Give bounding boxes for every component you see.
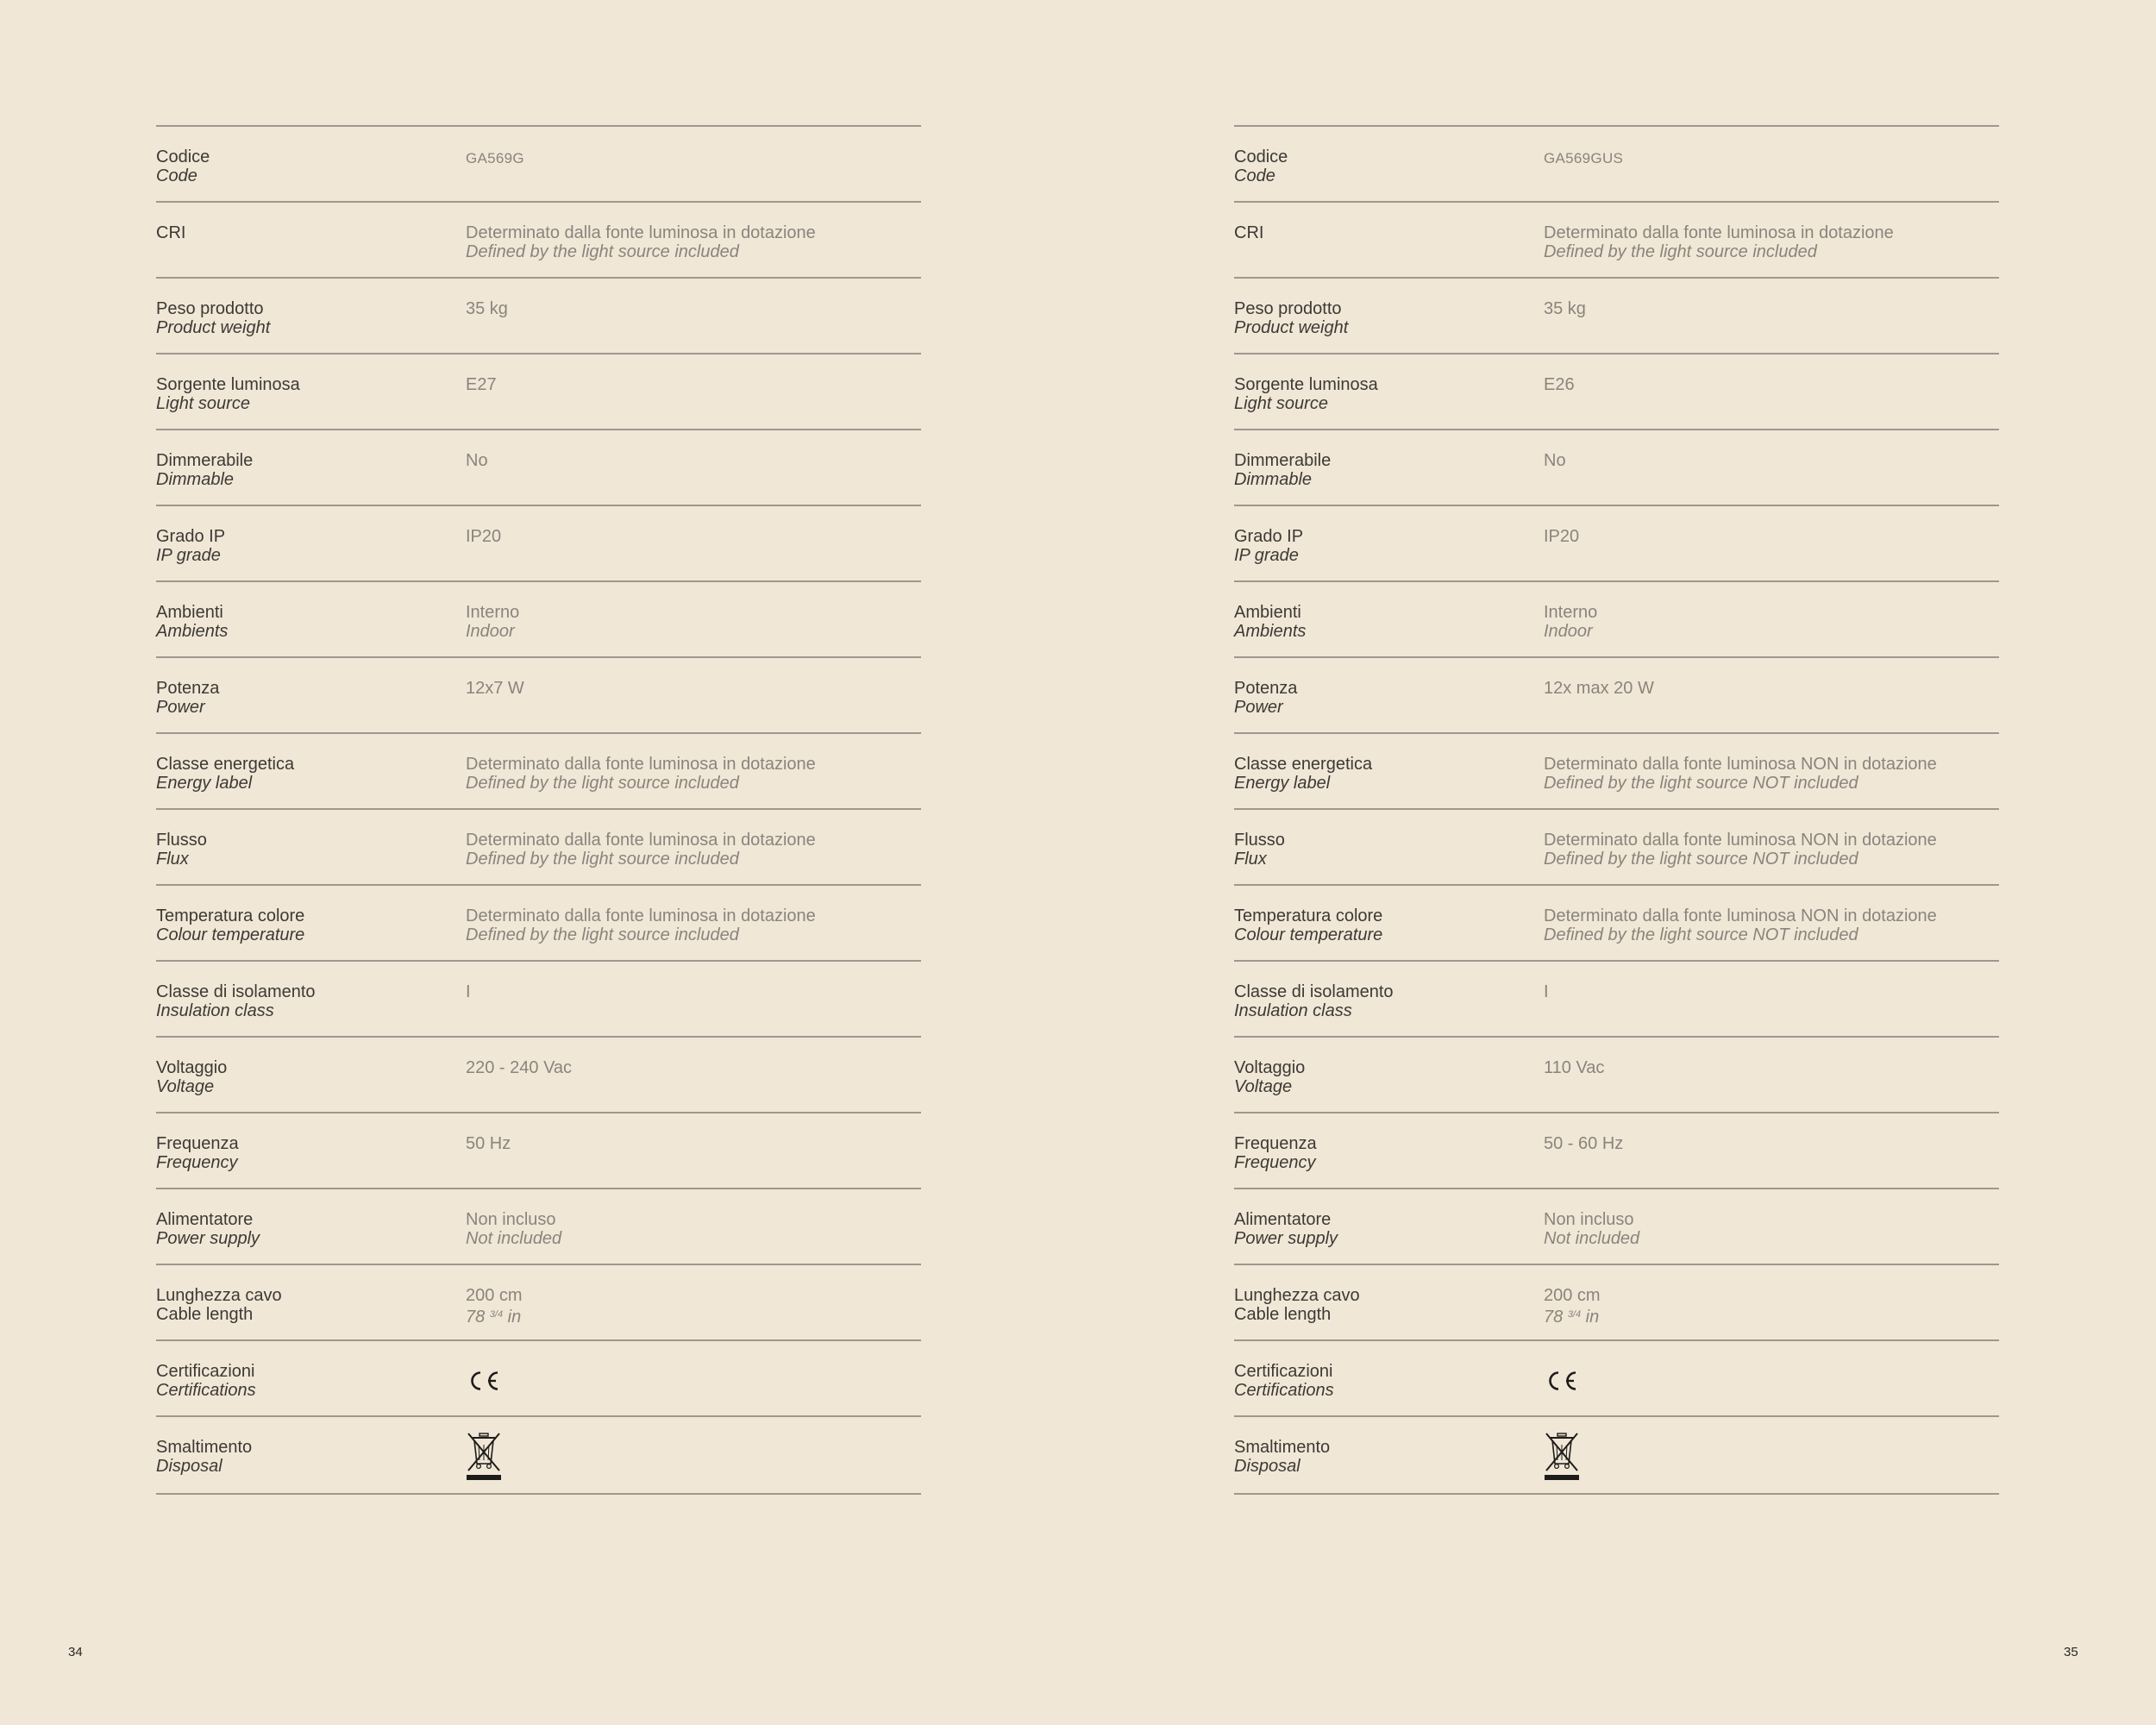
label-english: Insulation class	[1234, 1001, 1352, 1020]
row-voltage	[1234, 1038, 1999, 1113]
value-text: IP20	[466, 527, 502, 546]
row-flux	[1234, 810, 1999, 886]
row-value	[466, 527, 914, 546]
value-text: I	[466, 982, 471, 1001]
label-english: Code	[1234, 166, 1275, 185]
row-label	[1234, 451, 1527, 489]
value-text: 35 kg	[1544, 299, 1586, 318]
row-value	[1544, 375, 1992, 394]
label-italian: Ambienti	[1234, 603, 1301, 622]
row-label	[1234, 1438, 1527, 1476]
row-value	[1544, 679, 1992, 698]
label-english: Colour temperature	[156, 925, 305, 944]
row-value	[1544, 755, 1992, 793]
page-number-right: 35	[2064, 1645, 2078, 1659]
value-text: 110 Vac	[1544, 1058, 1605, 1077]
value-italian: Interno	[1544, 603, 1598, 622]
row-value	[466, 451, 914, 470]
weee-bin-icon	[1543, 1431, 1581, 1487]
row-certifications	[1234, 1341, 1999, 1417]
row-label	[156, 223, 449, 242]
weee-bin-icon	[465, 1431, 503, 1487]
row-value	[1544, 1286, 1992, 1327]
label-italian: Peso prodotto	[1234, 299, 1342, 318]
label-italian: Frequenza	[156, 1134, 239, 1153]
value-english: Defined by the light source NOT included	[1544, 925, 1858, 944]
row-value	[1544, 831, 1992, 869]
value-english: Defined by the light source included	[466, 242, 739, 261]
label-english: Certifications	[1234, 1381, 1334, 1400]
row-power	[1234, 658, 1999, 734]
value-english: Defined by the light source included	[466, 925, 739, 944]
label-italian: Codice	[156, 147, 210, 166]
label-english: Product weight	[1234, 318, 1349, 337]
ce-mark-icon	[1544, 1369, 1580, 1397]
value-english: Indoor	[1544, 622, 1593, 641]
label-english: Energy label	[156, 774, 253, 793]
row-value	[466, 149, 914, 168]
row-value	[466, 299, 914, 318]
label-italian: Grado IP	[156, 527, 226, 546]
label-italian: Alimentatore	[1234, 1210, 1332, 1229]
value-text: 220 - 240 Vac	[466, 1058, 573, 1077]
row-label	[156, 1362, 449, 1400]
label-english: Disposal	[156, 1457, 222, 1476]
label-italian: Sorgente luminosa	[1234, 375, 1378, 394]
row-value	[466, 755, 914, 793]
inches-fraction: 3/4	[1567, 1309, 1582, 1320]
row-label	[1234, 1210, 1527, 1248]
row-label	[156, 982, 449, 1020]
label-italian: Classe energetica	[1234, 755, 1373, 774]
row-cri	[156, 203, 921, 279]
label-english: Power supply	[156, 1229, 260, 1248]
row-value	[1544, 603, 1992, 641]
row-label	[156, 527, 449, 565]
label-italian: Peso prodotto	[156, 299, 264, 318]
page-number-left: 34	[68, 1645, 83, 1659]
row-dimmable	[156, 430, 921, 506]
row-value	[1544, 1210, 1992, 1248]
label-italian: Potenza	[1234, 679, 1298, 698]
label-english: IP grade	[1234, 546, 1299, 565]
label-english: Frequency	[156, 1153, 238, 1172]
row-dimmable	[1234, 430, 1999, 506]
label-english: Light source	[156, 394, 250, 413]
row-label	[1234, 1286, 1527, 1324]
row-value	[1544, 1058, 1992, 1077]
row-label	[1234, 982, 1527, 1020]
label-italian: Dimmerabile	[1234, 451, 1332, 470]
row-voltage	[156, 1038, 921, 1113]
row-label	[156, 1134, 449, 1172]
row-value	[466, 603, 914, 641]
product-code: GA569GUS	[1544, 150, 1624, 166]
value-italian: Determinato dalla fonte luminosa in dotazione	[466, 755, 816, 774]
value-text: No	[1544, 451, 1566, 470]
row-energy-label	[156, 734, 921, 810]
value-inches	[466, 1305, 914, 1327]
value-text: 35 kg	[466, 299, 508, 318]
value-italian: Determinato dalla fonte luminosa in dotazione	[466, 831, 816, 850]
label-italian: CRI	[156, 223, 186, 242]
product-code: GA569G	[466, 150, 524, 166]
row-insulation-class	[156, 962, 921, 1038]
row-label	[156, 1210, 449, 1248]
label-italian: Flusso	[1234, 831, 1285, 850]
value-italian: Non incluso	[1544, 1210, 1634, 1229]
row-insulation-class	[1234, 962, 1999, 1038]
label-english: Code	[156, 166, 197, 185]
row-value	[1544, 451, 1992, 470]
row-disposal	[156, 1417, 921, 1495]
row-cable-length	[156, 1265, 921, 1341]
row-label	[156, 831, 449, 869]
value-italian: Determinato dalla fonte luminosa NON in dotazione	[1544, 906, 1937, 925]
row-label	[156, 679, 449, 717]
label-english: Voltage	[156, 1077, 215, 1096]
row-label	[1234, 906, 1527, 944]
value-italian: Determinato dalla fonte luminosa in dotazione	[466, 223, 816, 242]
label-italian: Temperatura colore	[1234, 906, 1383, 925]
row-label	[156, 755, 449, 793]
row-value	[1544, 223, 1992, 261]
label-italian: Grado IP	[1234, 527, 1304, 546]
row-value	[466, 831, 914, 869]
label-english: Flux	[1234, 850, 1267, 869]
label-english: Insulation class	[156, 1001, 274, 1020]
value-text: E26	[1544, 375, 1575, 394]
label-italian: Certificazioni	[156, 1362, 255, 1381]
label-italian: Temperatura colore	[156, 906, 305, 925]
label-italian: Flusso	[156, 831, 207, 850]
inches-unit: in	[507, 1308, 522, 1327]
row-ip-grade	[156, 506, 921, 582]
inches-unit: in	[1585, 1308, 1600, 1327]
value-english: Indoor	[466, 622, 515, 641]
inches-fraction: 3/4	[489, 1309, 504, 1320]
label-english: Cable length	[1234, 1305, 1332, 1324]
row-value	[1544, 906, 1992, 944]
row-value	[466, 906, 914, 944]
row-value	[466, 1058, 914, 1077]
row-label	[1234, 1362, 1527, 1400]
row-code	[1234, 127, 1999, 203]
label-english: Disposal	[1234, 1457, 1300, 1476]
row-value	[1544, 299, 1992, 318]
row-ip-grade	[1234, 506, 1999, 582]
row-label	[1234, 679, 1527, 717]
row-label	[1234, 831, 1527, 869]
row-weight	[1234, 279, 1999, 354]
row-value	[466, 1210, 914, 1248]
row-cable-length	[1234, 1265, 1999, 1341]
row-light-source	[156, 354, 921, 430]
row-label	[1234, 223, 1527, 242]
label-english: Energy label	[1234, 774, 1331, 793]
value-cm: 200 cm	[466, 1286, 523, 1305]
value-italian: Interno	[466, 603, 520, 622]
row-label	[1234, 1058, 1527, 1096]
label-english: Cable length	[156, 1305, 254, 1324]
value-text: IP20	[1544, 527, 1580, 546]
label-italian: Classe energetica	[156, 755, 295, 774]
row-value	[466, 1134, 914, 1153]
value-italian: Determinato dalla fonte luminosa NON in dotazione	[1544, 831, 1937, 850]
row-cri	[1234, 203, 1999, 279]
row-ambients	[156, 582, 921, 658]
label-english: Ambients	[1234, 622, 1307, 641]
value-italian: Determinato dalla fonte luminosa in dotazione	[466, 906, 816, 925]
spec-table-left	[156, 125, 921, 1495]
label-italian: Classe di isolamento	[1234, 982, 1394, 1001]
spec-table-right	[1234, 125, 1999, 1495]
row-value	[1544, 982, 1992, 1001]
label-italian: Classe di isolamento	[156, 982, 316, 1001]
label-italian: Lunghezza cavo	[1234, 1286, 1360, 1305]
label-english: Light source	[1234, 394, 1328, 413]
inches-whole: 78	[1544, 1308, 1564, 1327]
row-label	[156, 906, 449, 944]
label-english: Power	[1234, 698, 1283, 717]
row-label	[1234, 603, 1527, 641]
value-text: E27	[466, 375, 497, 394]
value-cm: 200 cm	[1544, 1286, 1601, 1305]
value-text: No	[466, 451, 488, 470]
row-colour-temperature	[1234, 886, 1999, 962]
row-label	[156, 603, 449, 641]
row-label	[156, 147, 449, 185]
label-italian: Voltaggio	[156, 1058, 228, 1077]
row-disposal	[1234, 1417, 1999, 1495]
row-value	[466, 375, 914, 394]
row-label	[156, 375, 449, 413]
row-value	[466, 982, 914, 1001]
value-english: Defined by the light source included	[466, 774, 739, 793]
label-italian: Certificazioni	[1234, 1362, 1333, 1381]
label-italian: Smaltimento	[1234, 1438, 1331, 1457]
label-english: Product weight	[156, 318, 271, 337]
row-frequency	[156, 1113, 921, 1189]
value-text: 50 Hz	[466, 1134, 511, 1153]
label-english: Colour temperature	[1234, 925, 1383, 944]
row-energy-label	[1234, 734, 1999, 810]
value-italian: Non incluso	[466, 1210, 556, 1229]
value-text: 50 - 60 Hz	[1544, 1134, 1624, 1153]
row-label	[156, 1286, 449, 1324]
label-english: Flux	[156, 850, 189, 869]
row-light-source	[1234, 354, 1999, 430]
row-label	[1234, 1134, 1527, 1172]
label-italian: CRI	[1234, 223, 1264, 242]
label-english: Power	[156, 698, 205, 717]
label-italian: Frequenza	[1234, 1134, 1317, 1153]
label-english: IP grade	[156, 546, 221, 565]
label-english: Ambients	[156, 622, 229, 641]
value-english: Defined by the light source NOT included	[1544, 774, 1858, 793]
row-label	[1234, 299, 1527, 337]
row-label	[156, 299, 449, 337]
row-label	[156, 1058, 449, 1096]
value-italian: Determinato dalla fonte luminosa in dotazione	[1544, 223, 1894, 242]
row-code	[156, 127, 921, 203]
value-english: Defined by the light source NOT included	[1544, 850, 1858, 869]
row-power-supply	[156, 1189, 921, 1265]
row-label	[1234, 147, 1527, 185]
label-english: Dimmable	[156, 470, 235, 489]
value-english: Defined by the light source included	[1544, 242, 1817, 261]
row-weight	[156, 279, 921, 354]
row-power-supply	[1234, 1189, 1999, 1265]
row-value	[1544, 149, 1992, 168]
row-label	[1234, 375, 1527, 413]
row-value	[466, 679, 914, 698]
row-value	[466, 1286, 914, 1327]
label-italian: Lunghezza cavo	[156, 1286, 282, 1305]
label-english: Certifications	[156, 1381, 256, 1400]
row-value	[466, 223, 914, 261]
row-label	[1234, 527, 1527, 565]
value-text: 12x max 20 W	[1544, 679, 1654, 698]
value-english: Not included	[1544, 1229, 1640, 1248]
inches-whole: 78	[466, 1308, 486, 1327]
value-english: Not included	[466, 1229, 562, 1248]
label-english: Voltage	[1234, 1077, 1293, 1096]
row-frequency	[1234, 1113, 1999, 1189]
row-power	[156, 658, 921, 734]
label-italian: Dimmerabile	[156, 451, 254, 470]
label-italian: Voltaggio	[1234, 1058, 1306, 1077]
row-label	[1234, 755, 1527, 793]
label-italian: Sorgente luminosa	[156, 375, 300, 394]
label-italian: Ambienti	[156, 603, 223, 622]
value-italian: Determinato dalla fonte luminosa NON in dotazione	[1544, 755, 1937, 774]
label-italian: Smaltimento	[156, 1438, 253, 1457]
label-italian: Alimentatore	[156, 1210, 254, 1229]
row-colour-temperature	[156, 886, 921, 962]
row-label	[156, 1438, 449, 1476]
row-value	[1544, 1134, 1992, 1153]
value-english: Defined by the light source included	[466, 850, 739, 869]
value-text: 12x7 W	[466, 679, 524, 698]
row-label	[156, 451, 449, 489]
row-flux	[156, 810, 921, 886]
ce-mark-icon	[466, 1369, 502, 1397]
row-ambients	[1234, 582, 1999, 658]
label-english: Frequency	[1234, 1153, 1316, 1172]
row-certifications	[156, 1341, 921, 1417]
label-english: Power supply	[1234, 1229, 1338, 1248]
value-text: I	[1544, 982, 1549, 1001]
label-italian: Potenza	[156, 679, 220, 698]
label-english: Dimmable	[1234, 470, 1313, 489]
row-value	[1544, 527, 1992, 546]
value-inches	[1544, 1305, 1992, 1327]
label-italian: Codice	[1234, 147, 1288, 166]
